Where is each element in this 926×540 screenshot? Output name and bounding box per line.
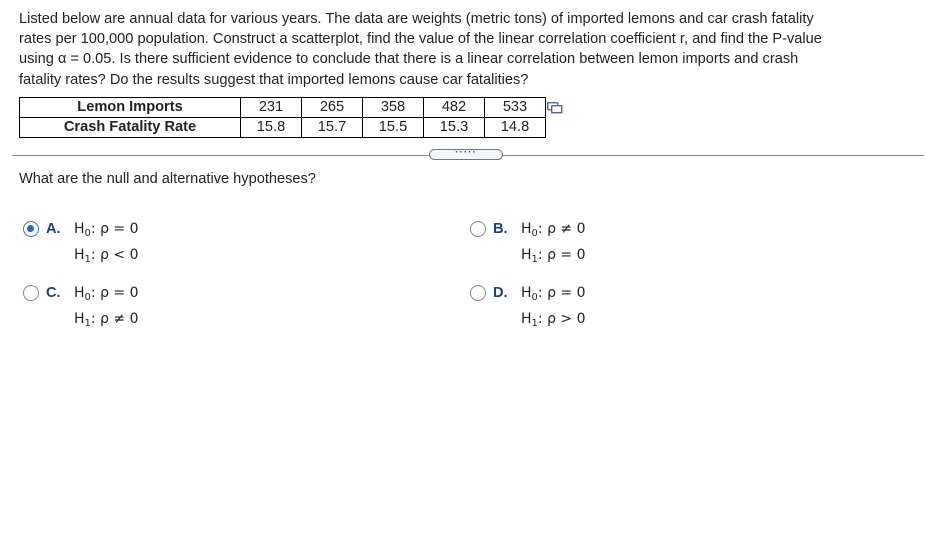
table-cell: 15.5 [363, 118, 424, 138]
row-header-crash-fatality-rate: Crash Fatality Rate [20, 118, 241, 138]
table-cell: 265 [302, 98, 363, 118]
table-cell: 14.8 [485, 118, 546, 138]
question-text [19, 9, 919, 90]
null-hypothesis: $H_0$: ρ = 0 [74, 285, 139, 303]
ellipsis-icon: ····· [455, 147, 477, 158]
alternative-hypothesis: $H_1$: ρ > 0 [521, 311, 586, 329]
radio-option-b[interactable] [470, 221, 486, 237]
question-line: fatality rates? Do the results suggest that imported lemons cause car fatalities? [19, 71, 529, 88]
table-cell: 482 [424, 98, 485, 118]
table-cell: 358 [363, 98, 424, 118]
data-table [19, 97, 546, 138]
option-letter: B. [493, 221, 508, 237]
radio-option-c[interactable] [23, 285, 39, 301]
table-cell: 15.7 [302, 118, 363, 138]
alternative-hypothesis: $H_1$: ρ < 0 [74, 247, 139, 265]
question-line: rates per 100,000 population. Construct a scatterplot, find the value of the linear correlation coefficient r, and find the P-value [19, 31, 822, 48]
null-hypothesis: $H_0$: ρ ≠ 0 [521, 221, 586, 239]
table-row [20, 118, 546, 138]
table-cell: 533 [485, 98, 546, 118]
question-line: using α = 0.05. Is there sufficient evidence to conclude that there is a linear correlation between lemon imports and crash [19, 51, 799, 68]
row-header-lemon-imports: Lemon Imports [20, 98, 241, 118]
null-hypothesis: $H_0$: ρ = 0 [521, 285, 586, 303]
table-cell: 15.3 [424, 118, 485, 138]
copy-icon[interactable] [547, 102, 563, 114]
question-line: Listed below are annual data for various years. The data are weights (metric tons) of imported lemons and car crash fatality [19, 11, 814, 27]
alternative-hypothesis: $H_1$: ρ ≠ 0 [74, 311, 139, 329]
radio-option-a[interactable] [23, 221, 39, 237]
expand-button[interactable] [429, 149, 503, 160]
table-row [20, 98, 546, 118]
option-letter: C. [46, 285, 61, 301]
alternative-hypothesis: $H_1$: ρ = 0 [521, 247, 586, 265]
option-letter: D. [493, 285, 508, 301]
prompt-text: What are the null and alternative hypotheses? [19, 171, 316, 187]
radio-option-d[interactable] [470, 285, 486, 301]
null-hypothesis: $H_0$: ρ = 0 [74, 221, 139, 239]
table-cell: 15.8 [241, 118, 302, 138]
table-cell: 231 [241, 98, 302, 118]
option-letter: A. [46, 221, 61, 237]
